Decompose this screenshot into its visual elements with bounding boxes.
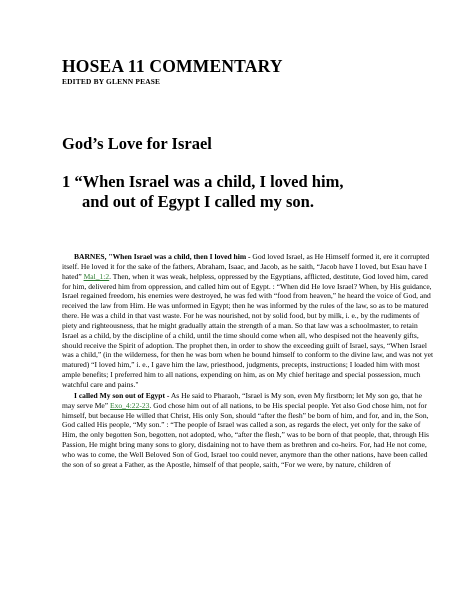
paragraph-text: . God chose him out of all nations, to be His special people. Yet also God chose him, not for himself, but because He willed that Christ, His only Son, should “after the flesh” be born of him, and for, and in, the Son, God called His people, “My son.” : “The people of Israel was called a son, as regards the elect, yet only for the sake of Him, the only begotten Son, begotten, not adopted, who, “after the flesh,” was to be born of that people, that, through His Passion, He might bring many sons to glory, disdaining not to have them as brethren and co-heirs. For, had He not come, who was to come, the Well Beloved Son of God, Israel too could never, anymore than the other nations, have been called the son of so great a Father, as the Apostle, himself of that people, saith, “For we were, by nature, children of	[62, 400, 429, 469]
paragraph-text: As He said to Pharaoh, “Israel is My son, even My firstborn; let My son go, that he may serve Me”	[62, 390, 422, 410]
verse-line-1: 1 “When Israel was a child, I loved him,	[62, 172, 344, 191]
commentary-paragraph	[62, 391, 434, 470]
verse-heading	[62, 172, 343, 212]
scripture-link[interactable]: Mal_1:2	[83, 271, 110, 281]
verse-line-2: and out of Egypt I called my son.	[82, 192, 314, 211]
editor-credit: EDITED BY GLENN PEASE	[62, 77, 161, 86]
paragraph-text: God loved Israel, as He Himself formed it, ere it corrupted itself. He loved it for the sake of the fathers, Abraham, Isaac, and Jacob, as he saith, “Jacob have I loved, but Esau have I hated”	[62, 252, 430, 281]
paragraph-lead: BARNES, "When Israel was a child, then I loved him -	[74, 252, 251, 261]
section-heading: God’s Love for Israel	[62, 134, 212, 153]
paragraph-lead: I called My son out of Egypt -	[74, 390, 170, 400]
document-title: HOSEA 11 COMMENTARY	[62, 56, 283, 76]
commentary-paragraph	[62, 252, 434, 390]
paragraph-text: . Then, when it was weak, helpless, oppressed by the Egyptians, afflicted, destitute, God loved him, cared for him, delivered him from oppression, and called him out of Egypt. : “When did He love Israel? When, by His guidance, Israel regained freedom, his enemies were destroyed, he was fed with “food from heaven,” he heard the voice of God, and received the law from Him. He was unformed in Egypt; then he was informed by the rules of the law, so as to be matured there. He was a child in that vast waste. For he was nourished, not by solid food, but by milk, i. e., by the rudiments of piety and righteousness, that he might gradually attain the strength of a man. So that law was a schoolmaster, to retain Israel as a child, by the discipline of a child, until the time should come when all, who despised not the heavenly gifts, should receive the Spirit of adoption. The prophet then, in order to show the exceeding guilt of Israel, says, “When Israel was a child,” (in the wilderness, for then he was born when he bound himself to conform to the divine law, and was not yet matured) “I loved him,” i. e., I gave him the law, priesthood, judgments, precepts, instructions; I loaded him with most ample benefits; I preferred him to all nations, expending on him, as on My chief heritage and special possession, much watchful care and pains."	[62, 271, 434, 389]
commentary-body	[62, 252, 434, 470]
scripture-link[interactable]: Exo_4:22-23	[110, 400, 150, 410]
